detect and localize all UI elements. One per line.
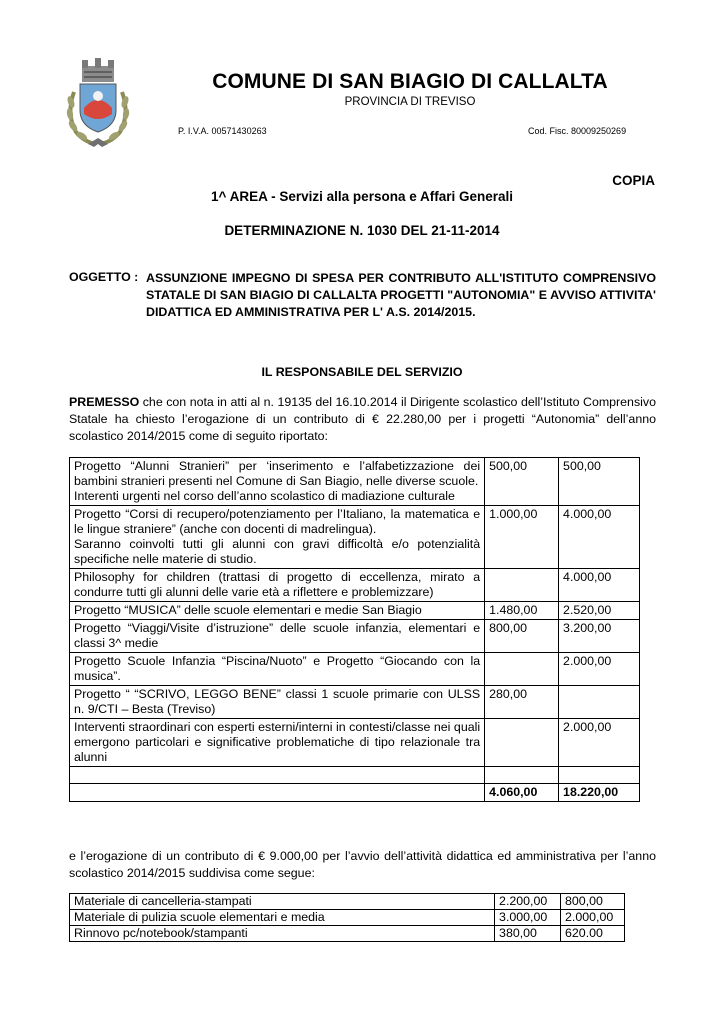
table-row bbox=[70, 620, 640, 653]
copy-label: COPIA bbox=[612, 173, 655, 188]
project-amount-2: 4.000,00 bbox=[559, 569, 640, 602]
material-description: Rinnovo pc/notebook/stampanti bbox=[70, 926, 495, 942]
projects-table bbox=[69, 457, 640, 802]
project-amount-2: 2.520,00 bbox=[559, 602, 640, 620]
determination-number: DETERMINAZIONE N. 1030 DEL 21-11-2014 bbox=[224, 223, 500, 238]
premise-text: che con nota in atti al n. 19135 del 16.10.2014 il Dirigente scolastico dell’Istituto Comprensivo Statale ha chiesto l’erogazione di un contributo di € 22.280,00 per i progetti “Autonomia” dell’anno scolastico 2014/2015 come di seguito riportato: bbox=[69, 395, 656, 443]
total-empty-cell bbox=[70, 784, 485, 802]
subject-text: ASSUNZIONE IMPEGNO DI SPESA PER CONTRIBUTO ALL'ISTITUTO COMPRENSIVO STATALE DI SAN BIAGIO DI CALLALTA PROGETTI "AUTONOMIA" E AVVISO ATTIVITA' DIDATTICA ED AMMINISTRATIVA PER L' A.S. 2014/2015. bbox=[146, 271, 656, 319]
table-row bbox=[70, 926, 625, 942]
premise-paragraph bbox=[69, 394, 656, 445]
premise-lead: PREMESSO bbox=[69, 395, 140, 409]
total-amount-1: 4.060,00 bbox=[485, 784, 559, 802]
table-row bbox=[70, 602, 640, 620]
table-row-empty bbox=[70, 767, 640, 784]
table-row bbox=[70, 506, 640, 569]
project-amount-1: 1.000,00 bbox=[485, 506, 559, 569]
disbursement-paragraph: e l’erogazione di un contributo di € 9.000,00 per l’avvio dell’attività didattica ed amministrativa per l’anno scolastico 2014/2015 suddivisa come segue: bbox=[69, 849, 656, 880]
table-row bbox=[70, 894, 625, 910]
material-amount-2: 2.000,00 bbox=[561, 910, 625, 926]
table-row bbox=[70, 686, 640, 719]
project-description: Progetto “Corsi di recupero/potenziamento per l’Italiano, la matematica e le lingue straniere” (anche con docenti di madrelingua). Saranno coinvolti tutti gli alunni con gravi difficoltà e/o potenzialità specifiche nelle materie di studio. bbox=[70, 506, 485, 569]
project-amount-2: 500,00 bbox=[559, 458, 640, 506]
material-amount-1: 3.000,00 bbox=[495, 910, 561, 926]
table-row bbox=[70, 653, 640, 686]
project-description: Progetto “MUSICA” delle scuole elementari e medie San Biagio bbox=[70, 602, 485, 620]
project-description: Philosophy for children (trattasi di progetto di eccellenza, mirato a condurre tutti gli alunni delle varie età a riflettere e problemizzare) bbox=[70, 569, 485, 602]
material-description: Materiale di cancelleria-stampati bbox=[70, 894, 495, 910]
tax-code: Cod. Fisc. 80009250269 bbox=[528, 126, 627, 136]
project-description: Interventi straordinari con esperti esterni/interni in contesti/classe nei quali emergono particolari e significative problematiche di tipo relazionale tra alunni bbox=[70, 719, 485, 767]
table-row bbox=[70, 719, 640, 767]
material-amount-2: 800,00 bbox=[561, 894, 625, 910]
vat-number: P. I.V.A. 00571430263 bbox=[178, 126, 267, 136]
project-amount-1 bbox=[485, 653, 559, 686]
project-amount-2: 2.000,00 bbox=[559, 653, 640, 686]
project-amount-2: 4.000,00 bbox=[559, 506, 640, 569]
subject-label: OGGETTO : bbox=[69, 270, 139, 284]
empty-cell bbox=[485, 767, 559, 784]
municipality-title: COMUNE DI SAN BIAGIO DI CALLALTA bbox=[212, 70, 608, 93]
empty-cell bbox=[70, 767, 485, 784]
empty-cell bbox=[559, 767, 640, 784]
project-amount-1: 280,00 bbox=[485, 686, 559, 719]
municipal-crest-logo bbox=[62, 52, 134, 152]
project-amount-1: 500,00 bbox=[485, 458, 559, 506]
project-description: Progetto “Viaggi/Visite d’istruzione” delle scuole infanzia, elementari e classi 3^ medie bbox=[70, 620, 485, 653]
project-amount-1: 800,00 bbox=[485, 620, 559, 653]
project-amount-2: 3.200,00 bbox=[559, 620, 640, 653]
province-name: PROVINCIA DI TREVISO bbox=[344, 96, 476, 108]
table-row bbox=[70, 569, 640, 602]
project-amount-2: 2.000,00 bbox=[559, 719, 640, 767]
material-amount-2: 620.00 bbox=[561, 926, 625, 942]
total-amount-2: 18.220,00 bbox=[559, 784, 640, 802]
table-row bbox=[70, 458, 640, 506]
project-description: Progetto “Alunni Stranieri” per ‘inserimento e l’alfabetizzazione dei bambini stranieri presenti nel Comune di San Biagio, nelle diverse scuole. Interenti urgenti nel corso dell’anno scolastico di madiazione culturale bbox=[70, 458, 485, 506]
project-amount-1 bbox=[485, 569, 559, 602]
responsible-heading: IL RESPONSABILE DEL SERVIZIO bbox=[261, 365, 463, 379]
materials-table bbox=[69, 893, 625, 942]
table-total-row bbox=[70, 784, 640, 802]
area-heading: 1^ AREA - Servizi alla persona e Affari Generali bbox=[211, 189, 513, 204]
project-description: Progetto “ “SCRIVO, LEGGO BENE” classi 1 scuole primarie con ULSS n. 9/CTI – Besta (Treviso) bbox=[70, 686, 485, 719]
project-amount-1: 1.480,00 bbox=[485, 602, 559, 620]
material-amount-1: 380,00 bbox=[495, 926, 561, 942]
project-amount-2 bbox=[559, 686, 640, 719]
table-row bbox=[70, 910, 625, 926]
material-amount-1: 2.200,00 bbox=[495, 894, 561, 910]
project-amount-1 bbox=[485, 719, 559, 767]
material-description: Materiale di pulizia scuole elementari e media bbox=[70, 910, 495, 926]
project-description: Progetto Scuole Infanzia “Piscina/Nuoto” e Progetto “Giocando con la musica”. bbox=[70, 653, 485, 686]
